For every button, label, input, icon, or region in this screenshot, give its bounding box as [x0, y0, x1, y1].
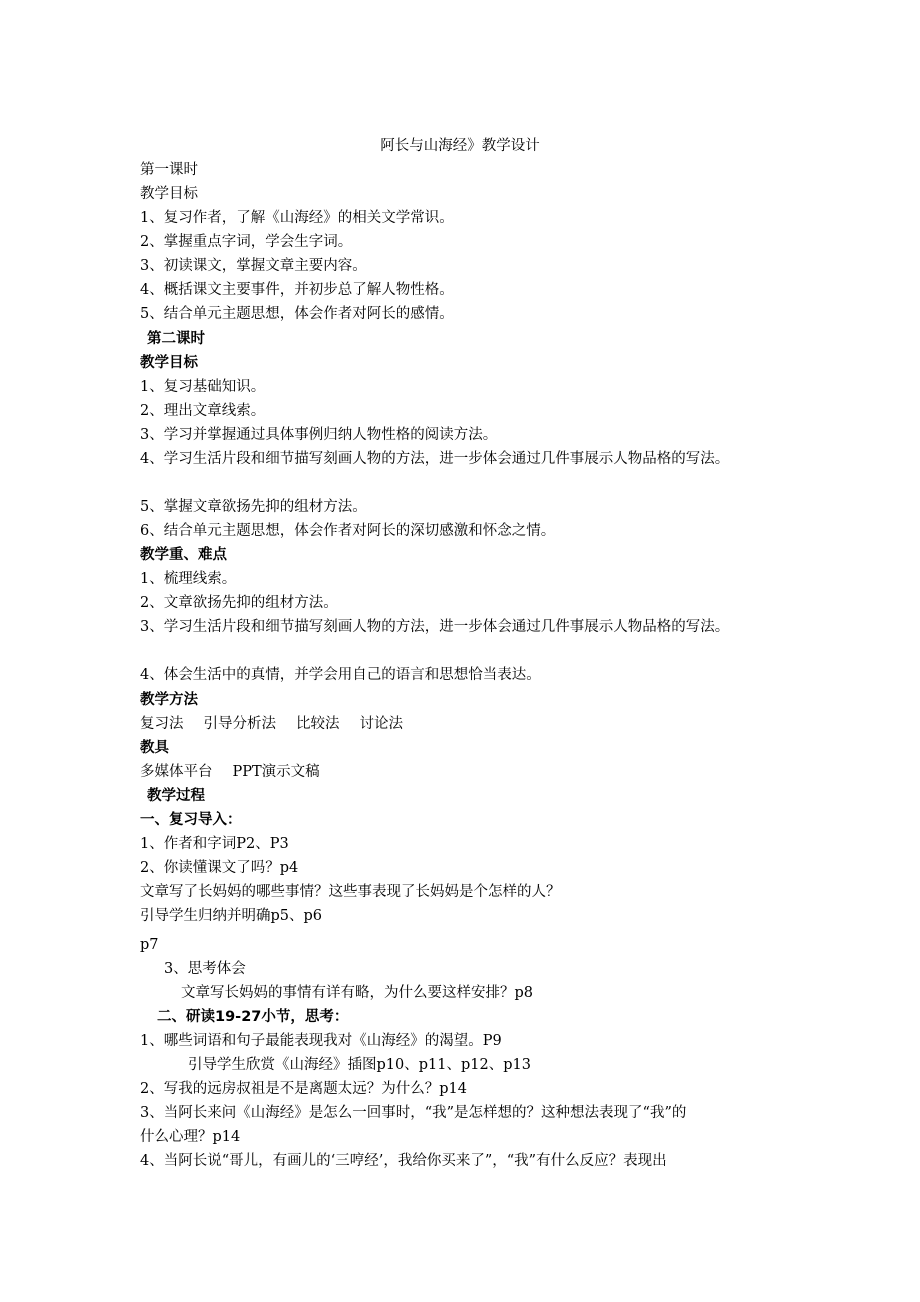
lesson1-objective: 5、结合单元主题思想，体会作者对阿长的感情。: [140, 306, 454, 322]
section1-heading: 一、复习导入：: [140, 812, 242, 828]
tool-item: 多媒体平台: [140, 764, 213, 780]
keypoint: 2、文章欲扬先抑的组材方法。: [140, 595, 338, 611]
lesson2-objective: 3、学习并掌握通过具体事例归纳人物性格的阅读方法。: [140, 427, 498, 443]
section1-item: 1、作者和字词P2、P3: [140, 836, 289, 852]
section2-item: 1、哪些词语和句子最能表现我对《山海经》的渴望。P9: [140, 1033, 502, 1049]
process-heading: 教学过程: [147, 788, 205, 804]
section2-item: 3、当阿长来问《山海经》是怎么一回事时，“我”是怎样想的？这种想法表现了“我”的: [140, 1105, 687, 1121]
section1-item: 2、你读懂课文了吗？p4: [140, 860, 299, 876]
methods-heading: 教学方法: [140, 692, 198, 708]
keypoints-heading: 教学重、难点: [140, 547, 227, 563]
lesson2-objectives-heading: 教学目标: [140, 355, 198, 371]
lesson2-objective: 6、结合单元主题思想，体会作者对阿长的深切感激和怀念之情。: [140, 523, 556, 539]
section2-item: 4、当阿长说“哥儿，有画儿的‘三哼经’，我给你买来了”，“我”有什么反应？表现出: [140, 1153, 667, 1169]
lesson2-objective: 2、理出文章线索。: [140, 403, 266, 419]
section1-item-question: 文章写长妈妈的事情有详有略，为什么要这样安排？p8: [181, 985, 534, 1001]
lesson1-objective: 2、掌握重点字词，学会生字词。: [140, 234, 353, 250]
lesson2-objective: 4、学习生活片段和细节描写刻画人物的方法，进一步体会通过几件事展示人物品格的写法。: [140, 451, 730, 467]
lesson1-heading: 第一课时: [140, 162, 198, 178]
method-item: 引导分析法: [203, 716, 276, 732]
section2-item: 2、写我的远房叔祖是不是离题太远？为什么？p14: [140, 1081, 467, 1097]
lesson1-objectives-heading: 教学目标: [140, 186, 198, 202]
tool-item: PPT演示文稿: [232, 764, 320, 780]
method-item: 比较法: [296, 716, 340, 732]
section2-heading: 二、研读19-27小节，思考：: [157, 1009, 349, 1025]
tools-heading: 教具: [140, 740, 169, 756]
section1-question: 文章写了长妈妈的哪些事情？这些事表现了长妈妈是个怎样的人？: [140, 884, 561, 900]
lesson2-heading: 第二课时: [147, 331, 205, 347]
lesson1-objective: 3、初读课文，掌握文章主要内容。: [140, 258, 367, 274]
section1-item: 3、思考体会: [164, 961, 246, 977]
keypoint: 4、体会生活中的真情，并学会用自己的语言和思想恰当表达。: [140, 667, 541, 683]
method-item: 讨论法: [359, 716, 403, 732]
tools-list: [140, 762, 320, 782]
lesson2-objective: 1、复习基础知识。: [140, 379, 266, 395]
lesson1-objective: 1、复习作者，了解《山海经》的相关文学常识。: [140, 210, 454, 226]
lesson1-objective: 4、概括课文主要事件，并初步总了解人物性格。: [140, 282, 454, 298]
section1-page-ref: p7: [140, 937, 159, 953]
section1-guide: 引导学生归纳并明确p5、p6: [140, 908, 323, 924]
methods-list: [140, 714, 403, 734]
keypoint: 3、学习生活片段和细节描写刻画人物的方法，进一步体会通过几件事展示人物品格的写法。: [140, 619, 730, 635]
lesson2-objective: 5、掌握文章欲扬先抑的组材方法。: [140, 499, 367, 515]
method-item: 复习法: [140, 716, 184, 732]
section2-item-guide: 引导学生欣赏《山海经》插图p10、p11、p12、p13: [188, 1057, 531, 1073]
keypoint: 1、梳理线索。: [140, 571, 237, 587]
document-title: 阿长与山海经》教学设计: [380, 138, 540, 154]
section2-item-continued: 什么心理？p14: [140, 1129, 241, 1145]
